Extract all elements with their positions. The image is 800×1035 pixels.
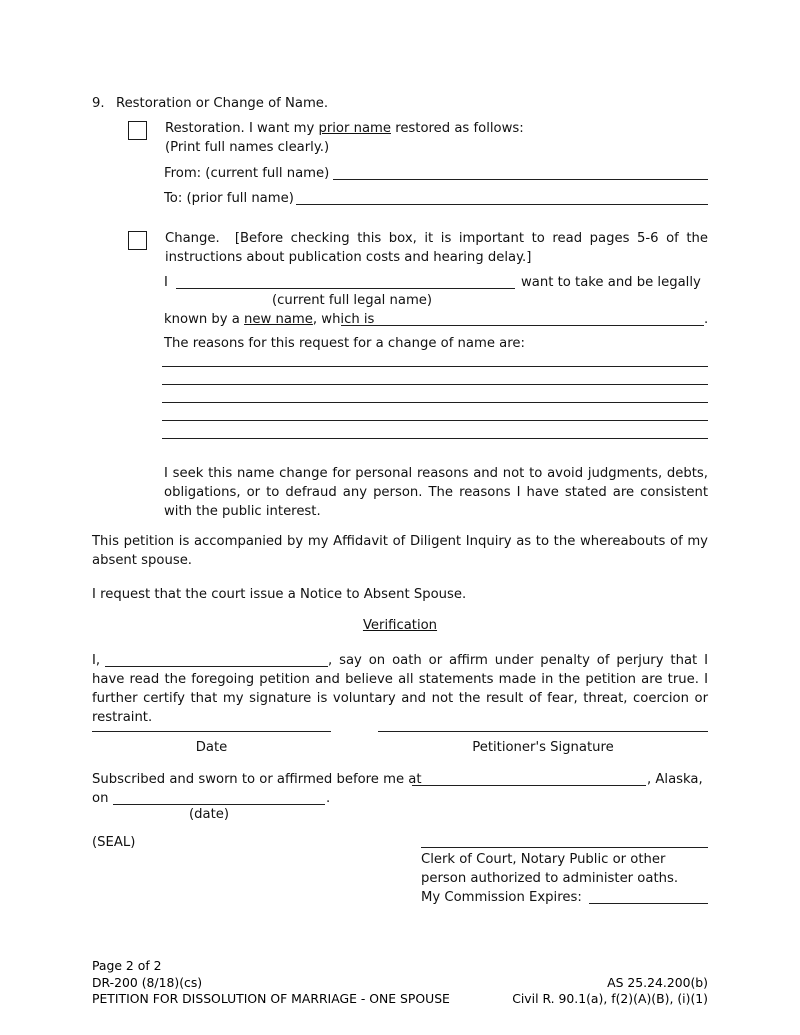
commission-expires-blank[interactable] xyxy=(589,903,708,904)
reasons-prompt: The reasons for this request for a change of name are: xyxy=(164,336,525,351)
new-name-prompt xyxy=(164,310,374,329)
to-name-blank[interactable] xyxy=(296,204,708,205)
officer-signature-rule[interactable] xyxy=(421,847,708,848)
change-option-block xyxy=(128,229,708,267)
sworn-date-caption: (date) xyxy=(189,807,230,822)
current-legal-name-caption: (current full legal name) xyxy=(272,293,433,308)
new-name-post: , which is xyxy=(312,312,375,327)
item-9-heading-text: Restoration or Change of Name. xyxy=(116,96,329,111)
commission-expires-label: My Commission Expires: xyxy=(421,890,582,905)
verification-statement-body: , say on oath or affirm under penalty of perjury that I have read the foregoing petition and believe all statements made in the petition are true. I further certify that my signature is voluntary and not the result of fear, threat, coercion or restraint. xyxy=(92,653,708,725)
page-number-label: Page 2 of 2 xyxy=(92,958,162,973)
rule-citation: Civil R. 90.1(a), f(2)(A)(B), (i)(1) xyxy=(512,991,708,1006)
name-change-affirmation: I seek this name change for personal reasons and not to avoid judgments, debts, obligations, or to defraud any person. The reasons I have stated are consistent with the public interest. xyxy=(164,466,708,519)
statute-citation: AS 25.24.200(b) xyxy=(607,974,708,990)
current-legal-name-suffix: want to take and be legally xyxy=(521,275,701,290)
restoration-label-post: restored as follows: xyxy=(391,121,524,136)
state-suffix: , Alaska, xyxy=(647,772,703,787)
restoration-print-note: (Print full names clearly.) xyxy=(165,140,330,155)
affidavit-paragraph: This petition is accompanied by my Affidavit of Diligent Inquiry as to the whereabouts of my absent spouse. xyxy=(92,534,708,568)
current-legal-name-blank[interactable] xyxy=(176,288,515,289)
new-name-pre: known by a xyxy=(164,312,245,327)
date-label: Date xyxy=(195,740,228,755)
reason-line[interactable] xyxy=(162,438,708,439)
form-number: DR-200 (8/18)(cs) xyxy=(92,974,203,990)
verification-statement-prefix: I, xyxy=(92,653,101,668)
reason-line[interactable] xyxy=(162,366,708,367)
notice-paragraph: I request that the court issue a Notice to Absent Spouse. xyxy=(92,587,467,602)
footer-line-form xyxy=(92,975,708,992)
date-signature-rule[interactable] xyxy=(92,731,331,732)
change-label xyxy=(165,229,708,267)
change-checkbox-row[interactable] xyxy=(128,229,708,267)
on-label: on xyxy=(92,791,109,806)
seal-label: (SEAL) xyxy=(92,835,136,850)
petitioner-signature-label: Petitioner's Signature xyxy=(472,740,614,755)
restoration-checkbox[interactable] xyxy=(128,121,147,140)
new-name-period: . xyxy=(704,312,709,327)
change-bracket-note: [Before checking this box, it is important to read pages 5-6 of the instructions about publication costs and hearing delay.] xyxy=(165,231,708,265)
page-footer xyxy=(92,958,708,1008)
reason-line[interactable] xyxy=(162,384,708,385)
change-label-text: Change. xyxy=(165,231,220,246)
item-9-heading-row xyxy=(92,94,708,113)
item-9-number: 9. xyxy=(92,96,105,111)
verification-heading-wrap xyxy=(92,616,708,635)
form-title: PETITION FOR DISSOLUTION OF MARRIAGE - ONE SPOUSE xyxy=(92,991,450,1006)
officer-title-line-1: Clerk of Court, Notary Public or other xyxy=(421,852,666,867)
subscribed-prefix: Subscribed and sworn to or affirmed before me at xyxy=(92,772,422,787)
sworn-location-blank[interactable] xyxy=(412,785,646,786)
restoration-label-pre: Restoration. I want my xyxy=(165,121,319,136)
officer-title-line-2: person authorized to administer oaths. xyxy=(421,871,679,886)
restoration-label xyxy=(165,119,708,157)
change-checkbox[interactable] xyxy=(128,231,147,250)
on-period: . xyxy=(326,791,331,806)
to-name-label: To: (prior full name) xyxy=(164,191,294,206)
prior-name-underlined: prior name xyxy=(318,121,391,136)
new-name-blank[interactable] xyxy=(341,325,704,326)
from-name-label: From: (current full name) xyxy=(164,166,330,181)
reason-line[interactable] xyxy=(162,402,708,403)
restoration-option-block xyxy=(128,119,708,157)
from-name-blank[interactable] xyxy=(333,179,708,180)
current-legal-name-prefix: I xyxy=(164,275,168,290)
restoration-checkbox-row[interactable] xyxy=(128,119,708,157)
reason-line[interactable] xyxy=(162,420,708,421)
verification-heading: Verification xyxy=(362,618,438,633)
petitioner-signature-rule[interactable] xyxy=(378,731,708,732)
footer-line-title xyxy=(92,991,708,1008)
new-name-underlined: new name xyxy=(244,312,313,327)
